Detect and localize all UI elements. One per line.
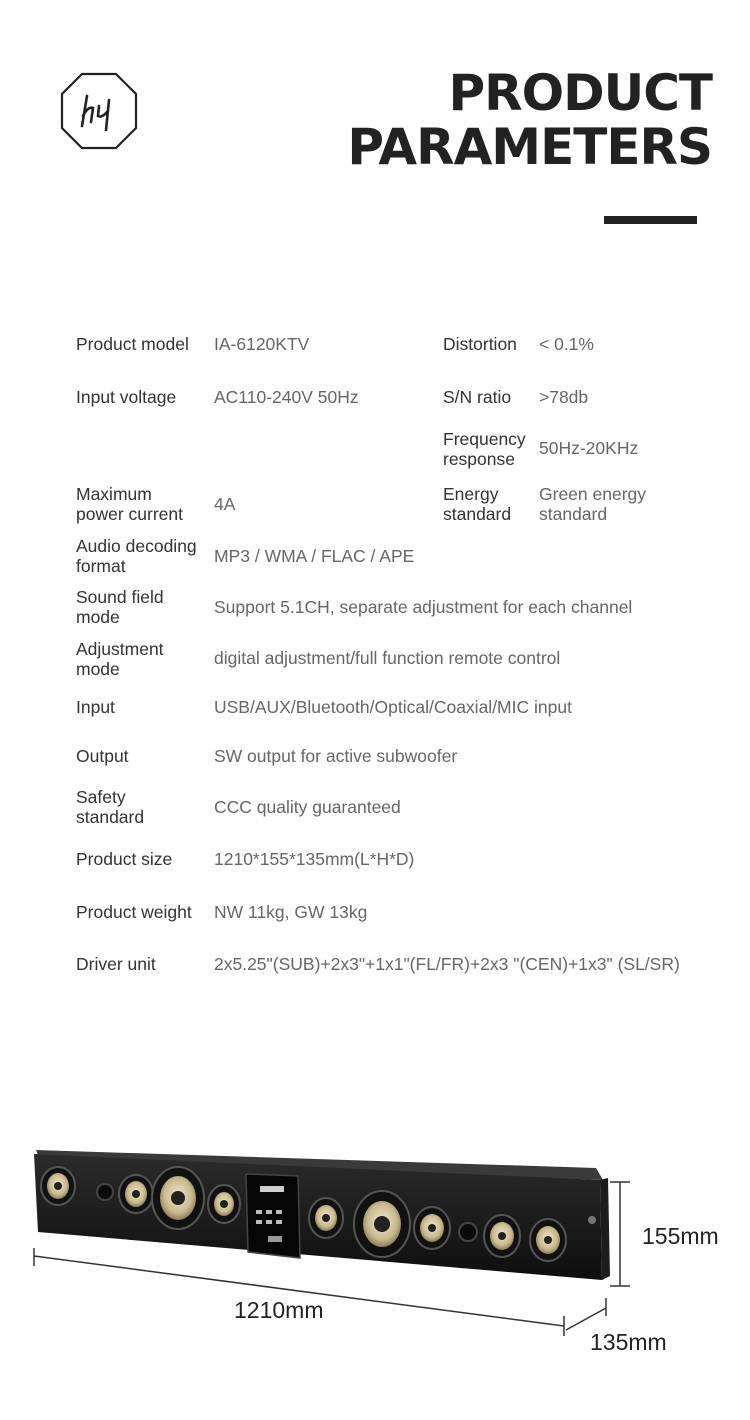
height-dimension-line	[610, 1182, 630, 1286]
length-dimension-label: 1210mm	[234, 1297, 324, 1323]
sn-ratio-value: >78db	[539, 387, 589, 407]
depth-dimension-line	[566, 1298, 606, 1330]
energy-standard-label	[443, 484, 511, 524]
driver-unit-label: Driver unit	[76, 954, 156, 974]
frequency-response-label-line1: Frequency	[443, 429, 526, 449]
product-model-label: Product model	[76, 334, 189, 354]
depth-dimension-label: 135mm	[590, 1329, 667, 1355]
output-value: SW output for active subwoofer	[214, 746, 458, 766]
title-line-1: PRODUCT	[448, 64, 712, 122]
safety-standard-label-line2: standard	[76, 807, 145, 827]
input-label: Input	[76, 697, 115, 717]
sound-field-value: Support 5.1CH, separate adjustment for each channel	[214, 597, 633, 617]
safety-standard-label-line1: Safety	[76, 787, 126, 807]
energy-standard-label-line2: standard	[443, 504, 512, 524]
input-voltage-label: Input voltage	[76, 387, 177, 407]
brand-logo	[60, 72, 138, 150]
audio-decoding-label-line1: Audio decoding	[76, 536, 197, 556]
distortion-value: < 0.1%	[539, 334, 594, 354]
max-power-current-label-line1: Maximum	[76, 484, 152, 504]
control-panel	[246, 1174, 300, 1258]
energy-standard-label-line1: Energy	[443, 484, 499, 504]
max-power-current-value: 4A	[214, 494, 236, 514]
energy-standard-value-line1: Green energy	[539, 484, 647, 504]
frequency-response-value: 50Hz-20KHz	[539, 438, 639, 458]
safety-standard-value: CCC quality guaranteed	[214, 797, 401, 817]
input-value: USB/AUX/Bluetooth/Optical/Coaxial/MIC input	[214, 697, 572, 717]
energy-standard-value	[539, 484, 646, 524]
frequency-response-label	[443, 429, 526, 469]
adjustment-mode-value: digital adjustment/full function remote control	[214, 648, 561, 668]
energy-standard-value-line2: standard	[539, 504, 608, 524]
audio-decoding-label-line2: format	[76, 556, 126, 576]
title-underline	[604, 216, 697, 224]
sound-field-label-line1: Sound field	[76, 587, 164, 607]
soundbar-illustration	[30, 1140, 750, 1420]
sn-ratio-label: S/N ratio	[443, 387, 512, 407]
driver-unit-value: 2x5.25"(SUB)+2x3"+1x1"(FL/FR)+2x3 "(CEN)+1x3" (SL/SR)	[214, 954, 680, 974]
distortion-label: Distortion	[443, 334, 517, 354]
product-weight-label: Product weight	[76, 902, 192, 922]
input-voltage-value: AC110-240V 50Hz	[214, 387, 359, 407]
adjustment-mode-label	[76, 639, 164, 679]
title-line-2: PARAMETERS	[347, 118, 712, 176]
product-model-value: IA-6120KTV	[214, 334, 310, 354]
product-size-value: 1210*155*135mm(L*H*D)	[214, 849, 415, 869]
frequency-response-label-line2: response	[443, 449, 515, 469]
output-label: Output	[76, 746, 129, 766]
height-dimension-label: 155mm	[642, 1223, 719, 1249]
sound-field-label-line2: mode	[76, 607, 120, 627]
max-power-current-label-line2: power current	[76, 504, 183, 524]
safety-standard-label	[76, 787, 144, 827]
sound-field-label	[76, 587, 164, 627]
adjustment-mode-label-line1: Adjustment	[76, 639, 164, 659]
product-size-label: Product size	[76, 849, 173, 869]
audio-decoding-value: MP3 / WMA / FLAC / APE	[214, 546, 415, 566]
audio-decoding-label	[76, 536, 197, 576]
adjustment-mode-label-line2: mode	[76, 659, 120, 679]
product-weight-value: NW 11kg, GW 13kg	[214, 902, 368, 922]
max-power-current-label	[76, 484, 183, 524]
page-title	[347, 66, 712, 174]
